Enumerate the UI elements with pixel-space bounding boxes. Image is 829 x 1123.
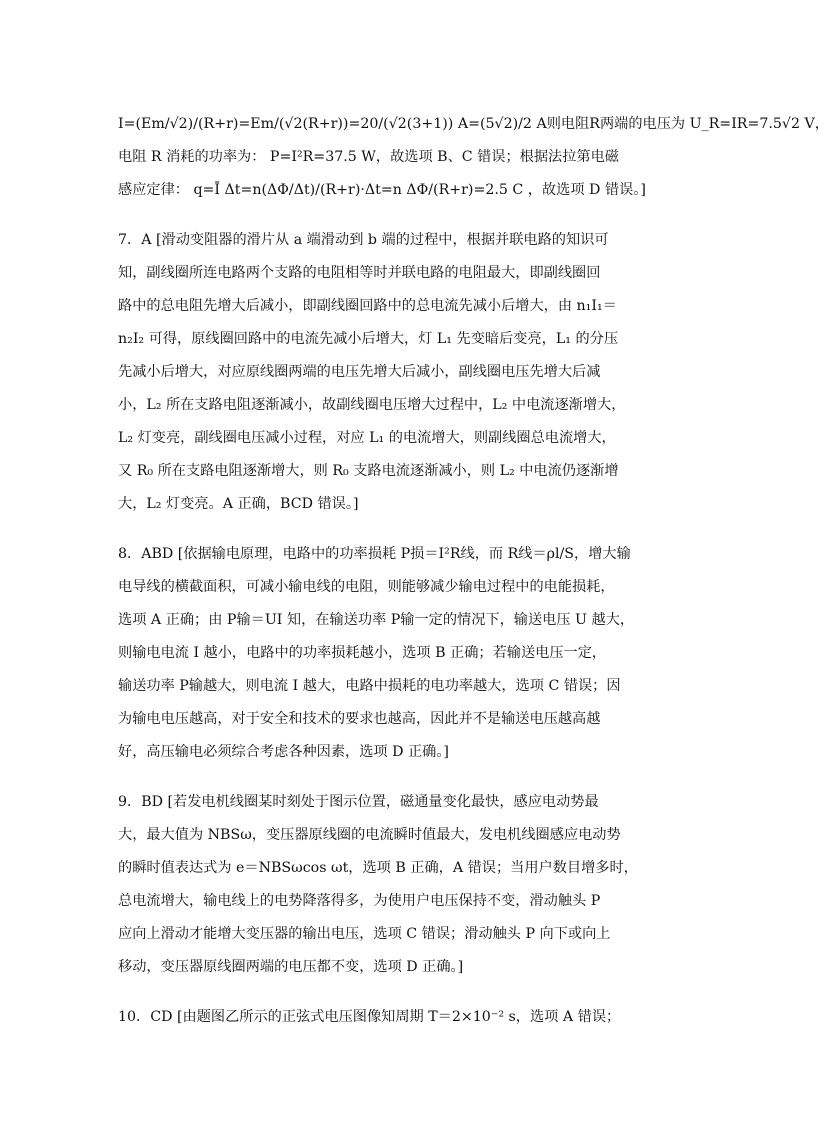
text-line: 感应定律： q=Ī Δt=n(ΔΦ/Δt)/(R+r)·Δt=n ΔΦ/(R+r)=2.5 C ，故选项 D 错误。] [118, 182, 646, 198]
text-line: I=(Em/√2)/(R+r)=Em/(√2(R+r))=20/(√2(3+1)) A=(5√2)/2 A则电阻R两端的电压为 U_R=IR=7.5√2 V， [118, 116, 829, 132]
text-line: 应向上滑动才能增大变压器的输出电压，选项 C 错误；滑动触头 P 向下或向上 [118, 926, 611, 942]
text-line: 9．BD [若发电机线圈某时刻处于图示位置，磁通量变化最快，感应电动势最 [118, 794, 599, 810]
text-line: 大，L₂ 灯变亮。A 正确，BCD 错误。] [118, 496, 359, 512]
text-line: 小，L₂ 所在支路电阻逐渐减小，故副线圈电压增大过程中，L₂ 中电流逐渐增大， [118, 397, 626, 413]
text-line: 电阻 R 消耗的功率为： P=I²R=37.5 W，故选项 B、C 错误；根据法拉第电磁 [118, 149, 619, 165]
answer-item-10 [118, 1001, 683, 1034]
text-line: 的瞬时值表达式为 e＝NBSωcos ωt，选项 B 正确，A 错误；当用户数目增多时， [118, 860, 638, 876]
text-line: 移动，变压器原线圈两端的电压都不变，选项 D 正确。] [118, 959, 464, 975]
text-line: 7．A [滑动变阻器的滑片从 a 端滑动到 b 端的过程中，根据并联电路的知识可 [118, 232, 609, 248]
text-line: 输送功率 P输越大，则电流 I 越大，电路中损耗的电功率越大，选项 C 错误；因 [118, 678, 621, 694]
text-line: 总电流增大，输电线上的电势降落得多，为使用户电压保持不变，滑动触头 P [118, 893, 601, 909]
answer-item-9 [118, 786, 683, 984]
intro-block [118, 108, 829, 207]
text-line: 好，高压输电必须综合考虑各种因素，选项 D 正确。] [118, 744, 449, 760]
text-line: 10．CD [由题图乙所示的正弦式电压图像知周期 T＝2×10⁻² s，选项 A 错误； [118, 1009, 621, 1025]
text-line: 则输电电流 I 越小，电路中的功率损耗越小，选项 B 正确；若输送电压一定， [118, 645, 607, 661]
text-line: 选项 A 正确；由 P输＝UI 知，在输送功率 P输一定的情况下，输送电压 U 越大， [118, 612, 635, 628]
text-line: 路中的总电阻先增大后减小，即副线圈回路中的总电流先减小后增大，由 n₁I₁＝ [118, 298, 617, 314]
text-line: 为输电电压越高，对于安全和技术的要求也越高，因此并不是输送电压越高越 [118, 711, 601, 727]
text-line: 先减小后增大，对应原线圈两端的电压先增大后减小，副线圈电压先增大后减 [118, 364, 601, 380]
text-line: 又 R₀ 所在支路电阻逐渐增大，则 R₀ 支路电流逐渐减小，则 L₂ 中电流仍逐渐增 [118, 463, 619, 479]
text-line: 知，副线圈所连电路两个支路的电阻相等时并联电路的电阻最大，即副线圈回 [118, 265, 601, 281]
text-line: 电导线的横截面积，可减小输电线的电阻，则能够减少输电过程中的电能损耗， [118, 579, 615, 595]
answer-page [118, 108, 829, 1034]
answer-item-7 [118, 224, 683, 521]
text-line: L₂ 灯变亮，副线圈电压减小过程，对应 L₁ 的电流增大，则副线圈总电流增大， [118, 430, 616, 446]
text-line: 8．ABD [依据输电原理，电路中的功率损耗 P损＝I²R线，而 R线＝ρl/S，增大输 [118, 546, 631, 562]
text-line: 大，最大值为 NBSω，变压器原线圈的电流瞬时值最大，发电机线圈感应电动势 [118, 827, 621, 843]
answer-item-8 [118, 538, 683, 769]
text-line: n₂I₂ 可得，原线圈回路中的电流先减小后增大，灯 L₁ 先变暗后变亮，L₁ 的分压 [118, 331, 619, 347]
